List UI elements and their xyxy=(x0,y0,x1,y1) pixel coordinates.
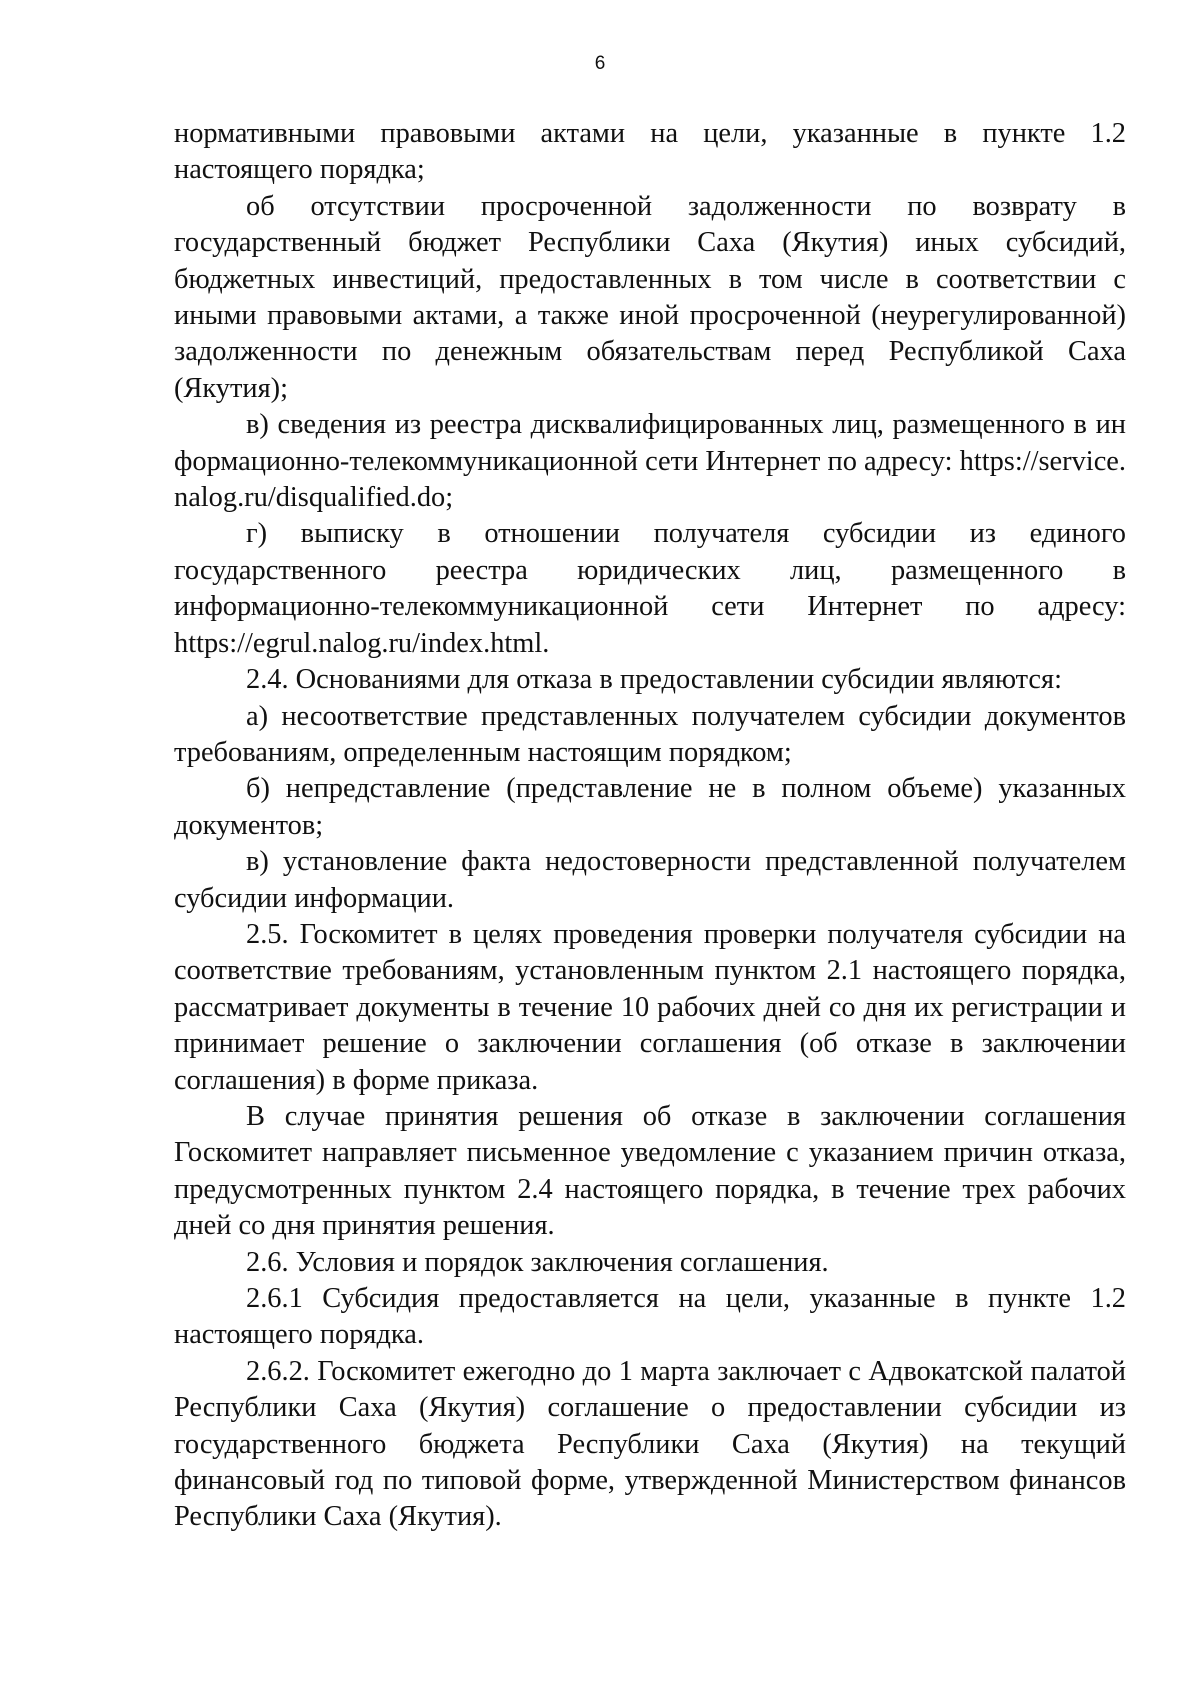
paragraph-2-4-a: а) несоответствие представленных получателем субсидии документов требованиям, определенным настоящим порядком; xyxy=(174,700,1126,768)
paragraph-2-5: 2.5. Госкомитет в целях проведения проверки получателя субсидии на соответствие требованиям, установленным пунктом 2.1 настоящего порядка, рассматривает документы в течение 10 рабочих дней со дня их регистрации и принимает решение о заключении соглашения (об отказе в заключении соглашения) в форме приказа. xyxy=(174,918,1126,1096)
paragraph-2-4-b: б) непредставление (представление не в полном объеме) указанных документов; xyxy=(174,773,1126,841)
paragraph-2-4: 2.4. Основаниями для отказа в предоставлении субсидии являются: xyxy=(246,664,1062,696)
paragraph-2-6-1: 2.6.1 Субсидия предоставляется на цели, указанные в пункте 1.2 настоящего порядка. xyxy=(174,1283,1126,1351)
paragraph-2-4-v: в) установление факта недостоверности представленной получателем субсидии информации. xyxy=(174,846,1126,914)
paragraph-refusal-notice: В случае принятия решения об отказе в заключении соглашения Госкомитет направляет письменное уведомление с указанием причин отказа, предусмотренных пунктом 2.4 настоящего порядка, в течение трех рабочих дней со дня принятия решения. xyxy=(174,1100,1126,1242)
paragraph-continuation: нормативными правовыми актами на цели, указанные в пункте 1.2 настоящего порядка; xyxy=(174,118,1126,186)
paragraph-no-debt: об отсутствии просроченной задолженности по возврату в государственный бюджет Республики Саха (Якутия) иных субсидий, бюджетных инвестиций, предоставленных в том числе в соответствии с иными правовыми актами, а также иной просроченной (неурегулированной) задолженности по денежным обязательствам перед Республикой Саха (Якутия); xyxy=(174,190,1126,404)
document-body xyxy=(174,116,1126,1536)
paragraph-2-6: 2.6. Условия и порядок заключения соглашения. xyxy=(246,1246,829,1278)
paragraph-disqualified-registry: в) сведения из реестра дисквалифицированных лиц, размещенного в информационно-телекоммуникационной сети Интернет по адресу: https://service.nalog.ru/disqualified.do; xyxy=(174,409,1126,514)
paragraph-egrul-extract: г) выписку в отношении получателя субсидии из единого государственного реестра юридических лиц, размещенного в информационно-телекоммуникационной сети Интернет по адресу: https://egrul.nalog.ru/index.html. xyxy=(174,518,1126,659)
page-number: 6 xyxy=(594,53,606,74)
paragraph-2-6-2: 2.6.2. Госкомитет ежегодно до 1 марта заключает с Адвокатской палатой Республики Саха (Якутия) соглашение о предоставлении субсидии из государственного бюджета Республики Саха (Якутия) на текущий финансовый год по типовой форме, утвержденной Министерством финансов Республики Саха (Якутия). xyxy=(174,1355,1126,1533)
